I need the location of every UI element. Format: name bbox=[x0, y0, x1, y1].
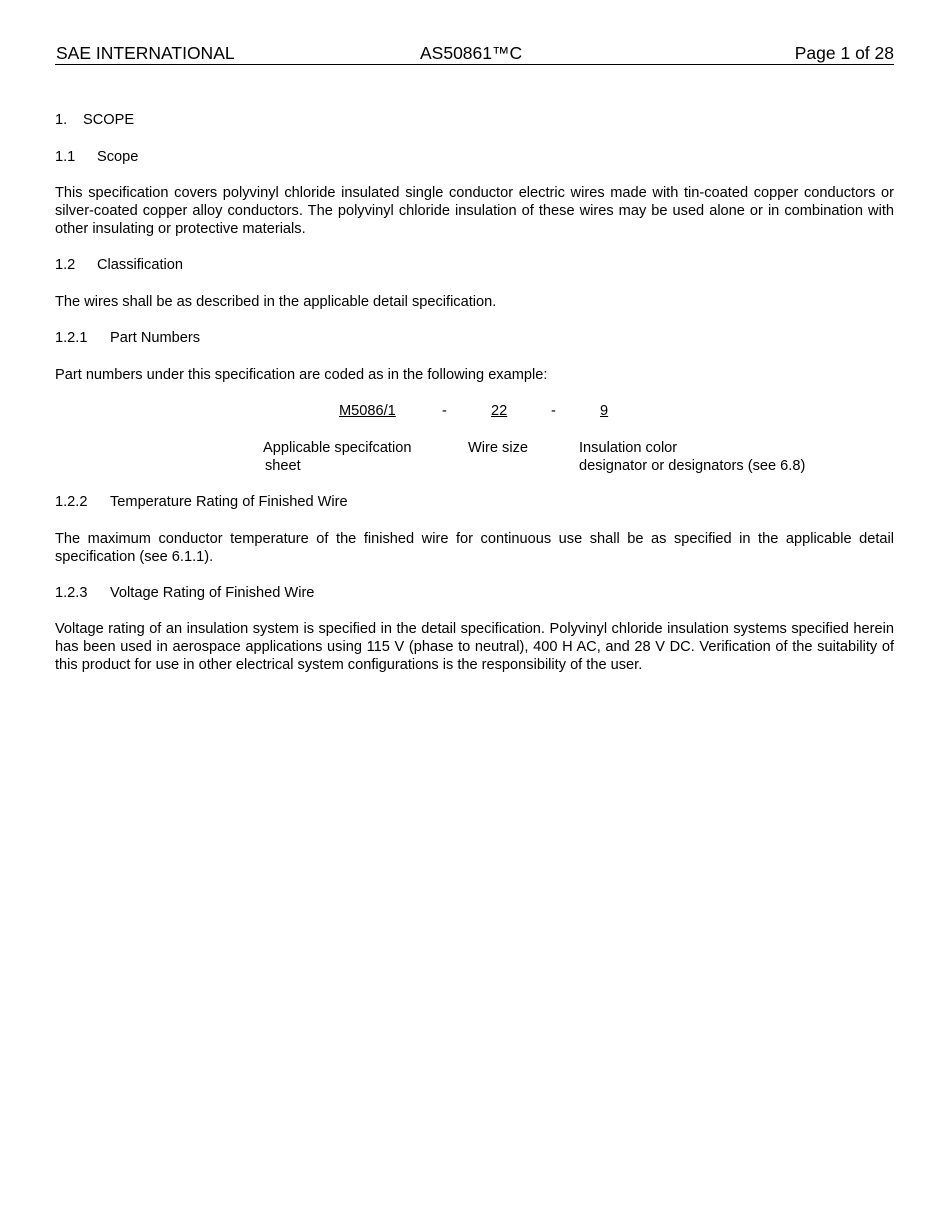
part-dash: - bbox=[442, 403, 447, 419]
header-org: SAE INTERNATIONAL bbox=[56, 43, 235, 63]
section-number: 1.1 bbox=[55, 149, 76, 165]
section-1-heading bbox=[55, 111, 894, 129]
section-number: 1.2.1 bbox=[55, 330, 88, 346]
section-1-1-body: This specification covers polyvinyl chloride insulated single conductor electric wires made with tin-coated copper conductors or silver-coated copper alloy conductors. The polyvinyl chloride insulation of these wires may be used alone or in combination with other insulating or protective materials. bbox=[55, 185, 894, 237]
part-wire-size: 22 bbox=[491, 403, 508, 419]
page-header bbox=[55, 43, 894, 65]
header-doc-id: AS50861™C bbox=[420, 43, 523, 63]
section-1-1-heading bbox=[55, 148, 894, 166]
section-1-2-3-heading bbox=[55, 584, 894, 602]
part-sheet-code: M5086/1 bbox=[339, 403, 396, 419]
part-color-code: 9 bbox=[600, 403, 609, 419]
section-title: Temperature Rating of Finished Wire bbox=[110, 494, 348, 510]
section-title: Scope bbox=[97, 149, 139, 165]
section-number: 1.2.2 bbox=[55, 494, 88, 510]
section-number: 1.2.3 bbox=[55, 585, 88, 601]
label-wire-size: Wire size bbox=[468, 440, 528, 456]
section-1-2-3-body: Voltage rating of an insulation system is specified in the detail specification. Polyvinyl chloride insulation systems specified herein has been used in aerospace applications using 115 V (phase to neutral), 400 H AC, and 28 V DC. Verification of the suitability of this product for use in other electrical system configurations is the responsibility of the user. bbox=[55, 621, 894, 673]
header-page-number: Page 1 of 28 bbox=[794, 43, 894, 63]
section-title: SCOPE bbox=[83, 112, 135, 128]
section-title: Classification bbox=[97, 257, 183, 273]
section-title: Voltage Rating of Finished Wire bbox=[110, 585, 315, 601]
part-dash: - bbox=[551, 403, 556, 419]
section-1-2-heading bbox=[55, 256, 894, 274]
label-sheet-cont: sheet bbox=[265, 458, 301, 474]
section-number: 1. bbox=[55, 112, 68, 128]
label-sheet: Applicable specifcation bbox=[263, 440, 412, 456]
section-1-2-2-heading bbox=[55, 493, 894, 511]
section-1-2-2-body: The maximum conductor temperature of the finished wire for continuous use shall be as specified in the applicable detail specification (see 6.1.1). bbox=[55, 531, 894, 565]
section-1-2-1-body: Part numbers under this specification are coded as in the following example: bbox=[55, 367, 548, 383]
section-number: 1.2 bbox=[55, 257, 76, 273]
section-1-2-1-heading bbox=[55, 329, 894, 347]
section-title: Part Numbers bbox=[110, 330, 201, 346]
label-color: Insulation color bbox=[579, 440, 678, 456]
section-1-2-body: The wires shall be as described in the applicable detail specification. bbox=[55, 294, 497, 310]
label-color-cont: designator or designators (see 6.8) bbox=[579, 458, 806, 474]
